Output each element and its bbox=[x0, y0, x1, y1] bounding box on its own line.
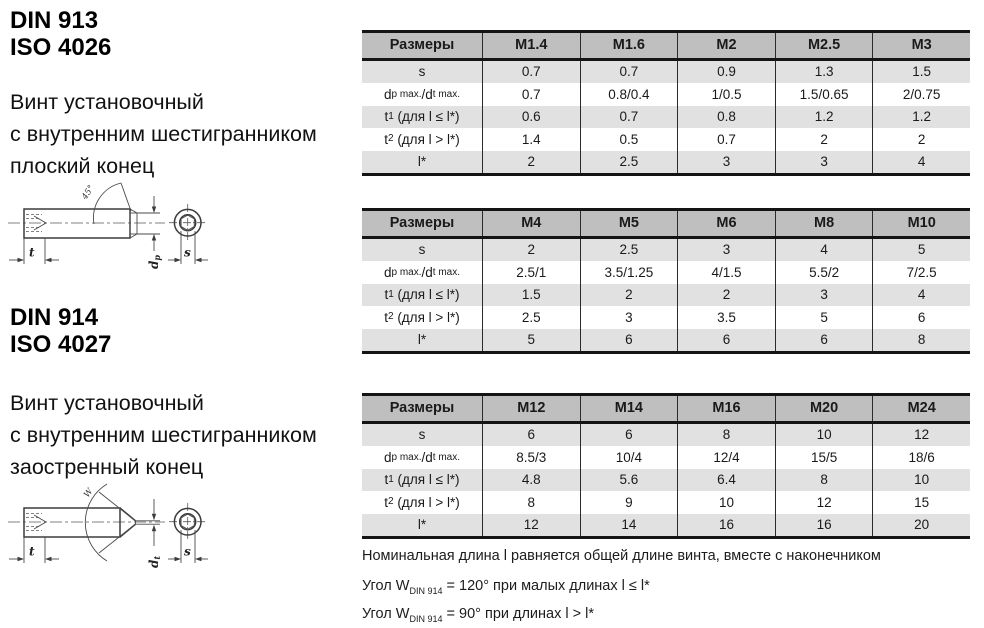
subscript-text: 1 bbox=[388, 473, 394, 485]
value-cell: 6 bbox=[580, 424, 678, 446]
text-segment: d bbox=[383, 449, 392, 465]
desc-line: с внутренним шестигранником bbox=[10, 423, 317, 447]
table-header-row bbox=[362, 33, 970, 61]
text-segment: /d bbox=[421, 86, 433, 102]
subscript-text: 1 bbox=[388, 288, 394, 300]
subscript-text: 2 bbox=[388, 311, 394, 323]
value-cell: 8 bbox=[775, 469, 873, 491]
desc-line: Винт установочный bbox=[10, 391, 204, 415]
text-segment: (для l > l*) bbox=[393, 494, 460, 510]
value-cell: 0.7 bbox=[580, 61, 678, 83]
row-label bbox=[362, 424, 482, 446]
leader-line bbox=[121, 183, 131, 211]
value-cell: 8 bbox=[872, 329, 970, 351]
text-segment: l* bbox=[417, 517, 427, 532]
dimension-dp-label bbox=[147, 255, 162, 269]
value-cell: 10 bbox=[677, 491, 775, 513]
size-column-header: M4 bbox=[482, 211, 580, 236]
table-row bbox=[362, 329, 970, 351]
value-cell: 4 bbox=[872, 284, 970, 306]
row-label bbox=[362, 329, 482, 351]
iso4026-line: ISO 4026 bbox=[10, 34, 112, 61]
footnotes bbox=[362, 548, 962, 627]
arrowhead bbox=[18, 557, 25, 561]
value-cell: 0.7 bbox=[677, 128, 775, 150]
arrowhead bbox=[152, 525, 156, 532]
dimensions-header: Размеры bbox=[389, 400, 455, 417]
value-cell: 3 bbox=[580, 306, 678, 328]
table-row bbox=[362, 446, 970, 468]
value-cell: 16 bbox=[677, 514, 775, 536]
subscript-text: DIN 914 bbox=[409, 585, 443, 596]
dimension-s-label: s bbox=[184, 245, 191, 260]
size-column-header: M16 bbox=[677, 396, 775, 421]
value-cell: 2 bbox=[580, 284, 678, 306]
value-cell: 10/4 bbox=[580, 446, 678, 468]
arrowhead bbox=[175, 557, 182, 561]
value-cell: 3 bbox=[775, 284, 873, 306]
din914-line: DIN 914 bbox=[10, 304, 99, 331]
row-label bbox=[362, 446, 482, 468]
size-column-header: M1.6 bbox=[580, 33, 678, 58]
value-cell: 0.6 bbox=[482, 106, 580, 128]
value-cell: 6.4 bbox=[677, 469, 775, 491]
value-cell: 1.2 bbox=[872, 106, 970, 128]
note-nominal-length: Номинальная длина l равняется общей длине винта, вместе с наконечником bbox=[362, 548, 881, 564]
value-cell: 6 bbox=[872, 306, 970, 328]
size-column-header: M12 bbox=[482, 396, 580, 421]
table-row bbox=[362, 261, 970, 283]
table-row bbox=[362, 491, 970, 513]
arrowhead bbox=[152, 514, 156, 521]
row-label bbox=[362, 239, 482, 261]
table-row bbox=[362, 151, 970, 173]
value-cell: 4/1.5 bbox=[677, 261, 775, 283]
value-cell: 12 bbox=[872, 424, 970, 446]
angle-construction-line bbox=[99, 524, 136, 553]
value-cell: 2 bbox=[482, 151, 580, 173]
table-row bbox=[362, 424, 970, 446]
text-segment: s bbox=[418, 427, 426, 443]
subscript-text: t max. bbox=[432, 266, 461, 278]
dimension-t-label: t bbox=[29, 245, 35, 260]
screw-body bbox=[24, 508, 120, 537]
text-segment: Угол W bbox=[362, 605, 410, 622]
arrowhead bbox=[45, 258, 52, 262]
subscript-text: t max. bbox=[432, 451, 461, 463]
value-cell: 0.7 bbox=[482, 61, 580, 83]
text-segment: = 120° при малых длинах l ≤ l* bbox=[442, 578, 650, 594]
size-column-header: M6 bbox=[677, 211, 775, 236]
dp-sub: p bbox=[152, 255, 162, 261]
dp-main: d bbox=[147, 260, 161, 269]
value-cell: 3 bbox=[677, 151, 775, 173]
dimension-s-label: s bbox=[184, 544, 191, 559]
din913-line: DIN 913 bbox=[10, 7, 99, 34]
desc-line: с внутренним шестигранником bbox=[10, 122, 317, 146]
value-cell: 6 bbox=[677, 329, 775, 351]
table-row bbox=[362, 239, 970, 261]
value-cell: 8.5/3 bbox=[482, 446, 580, 468]
desc-line: заостренный конец bbox=[10, 455, 204, 479]
table-row bbox=[362, 61, 970, 83]
text-segment: Угол W bbox=[362, 578, 410, 594]
table-row bbox=[362, 83, 970, 105]
dimension-t-label: t bbox=[29, 544, 35, 559]
subscript-text: t max. bbox=[432, 88, 461, 100]
table-row bbox=[362, 469, 970, 491]
text-segment: /d bbox=[421, 449, 433, 465]
dimensions-table-m4-m10 bbox=[362, 208, 970, 354]
value-cell: 1/0.5 bbox=[677, 83, 775, 105]
note-angle-90 bbox=[362, 606, 962, 627]
value-cell: 18/6 bbox=[872, 446, 970, 468]
description-din913 bbox=[10, 86, 317, 182]
value-cell: 7/2.5 bbox=[872, 261, 970, 283]
description-din914 bbox=[10, 387, 317, 483]
text-segment: d bbox=[383, 264, 392, 280]
angle-arc bbox=[93, 183, 121, 224]
flat-point-screw-drawing bbox=[2, 176, 237, 311]
arrowhead bbox=[18, 258, 25, 262]
text-segment: (для l > l*) bbox=[393, 309, 460, 325]
text-segment: (для l > l*) bbox=[393, 131, 460, 147]
value-cell: 1.5 bbox=[872, 61, 970, 83]
value-cell: 4.8 bbox=[482, 469, 580, 491]
value-cell: 14 bbox=[580, 514, 678, 536]
value-cell: 15/5 bbox=[775, 446, 873, 468]
table-row bbox=[362, 128, 970, 150]
dimension-dt-label bbox=[147, 556, 162, 568]
value-cell: 6 bbox=[580, 329, 678, 351]
value-cell: 0.5 bbox=[580, 128, 678, 150]
row-label bbox=[362, 469, 482, 491]
table-row bbox=[362, 284, 970, 306]
row-label bbox=[362, 61, 482, 83]
standard-title-din914 bbox=[10, 304, 111, 358]
text-segment: = 90° при длинах l > l* bbox=[442, 605, 594, 622]
desc-line: Винт установочный bbox=[10, 90, 204, 114]
value-cell: 4 bbox=[872, 151, 970, 173]
arrowhead bbox=[152, 234, 156, 241]
table-row bbox=[362, 514, 970, 536]
arrowhead bbox=[195, 258, 202, 262]
value-cell: 0.7 bbox=[482, 83, 580, 105]
value-cell: 1.3 bbox=[775, 61, 873, 83]
row-label bbox=[362, 261, 482, 283]
value-cell: 0.8/0.4 bbox=[580, 83, 678, 105]
chamfer-line bbox=[130, 234, 137, 238]
dimensions-table-m12-m24 bbox=[362, 393, 970, 539]
standard-title-din913 bbox=[10, 7, 111, 61]
value-cell: 12 bbox=[482, 514, 580, 536]
size-column-header: M14 bbox=[580, 396, 678, 421]
row-label bbox=[362, 151, 482, 173]
text-segment: t bbox=[384, 309, 388, 325]
value-cell: 2 bbox=[775, 128, 873, 150]
value-cell: 2.5 bbox=[580, 151, 678, 173]
value-cell: 3.5/1.25 bbox=[580, 261, 678, 283]
text-segment: l* bbox=[417, 332, 427, 347]
angle-w-label: W bbox=[82, 486, 96, 500]
text-segment: s bbox=[418, 242, 426, 258]
desc-line: плоский конец bbox=[10, 154, 155, 178]
size-column-header: M2.5 bbox=[775, 33, 873, 58]
chamfer-angle-label: 45° bbox=[80, 183, 97, 202]
note-angle-120 bbox=[362, 578, 962, 599]
row-label bbox=[362, 306, 482, 328]
table-row bbox=[362, 306, 970, 328]
value-cell: 0.8 bbox=[677, 106, 775, 128]
value-cell: 2/0.75 bbox=[872, 83, 970, 105]
text-segment: /d bbox=[421, 264, 433, 280]
text-segment: d bbox=[383, 86, 392, 102]
subscript-text: p max. bbox=[391, 451, 422, 463]
row-label bbox=[362, 514, 482, 536]
dimensions-header: Размеры bbox=[389, 37, 455, 54]
subscript-text: 1 bbox=[388, 110, 394, 122]
value-cell: 1.2 bbox=[775, 106, 873, 128]
value-cell: 5 bbox=[482, 329, 580, 351]
size-column-header: M1.4 bbox=[482, 33, 580, 58]
arrowhead bbox=[152, 207, 156, 214]
value-cell: 5.6 bbox=[580, 469, 678, 491]
value-cell: 3.5 bbox=[677, 306, 775, 328]
value-cell: 0.9 bbox=[677, 61, 775, 83]
arrowhead bbox=[175, 258, 182, 262]
row-label bbox=[362, 83, 482, 105]
cone-point-screw-drawing bbox=[2, 475, 237, 585]
dimensions-header: Размеры bbox=[389, 215, 455, 232]
row-label bbox=[362, 106, 482, 128]
row-label bbox=[362, 284, 482, 306]
value-cell: 0.7 bbox=[580, 106, 678, 128]
subscript-text: p max. bbox=[391, 88, 422, 100]
row-label bbox=[362, 491, 482, 513]
value-cell: 16 bbox=[775, 514, 873, 536]
value-cell: 2.5/1 bbox=[482, 261, 580, 283]
value-cell: 8 bbox=[482, 491, 580, 513]
value-cell: 3 bbox=[775, 151, 873, 173]
table-row bbox=[362, 106, 970, 128]
text-segment: t bbox=[384, 472, 389, 488]
value-cell: 2 bbox=[482, 239, 580, 261]
dt-main: d bbox=[147, 559, 161, 568]
text-segment: (для l ≤ l*) bbox=[393, 287, 460, 303]
screw-body bbox=[24, 209, 130, 238]
value-cell: 15 bbox=[872, 491, 970, 513]
table-header-row bbox=[362, 396, 970, 424]
iso4027-line: ISO 4027 bbox=[10, 331, 112, 358]
arrowhead bbox=[45, 557, 52, 561]
size-column-header: M24 bbox=[872, 396, 970, 421]
text-segment: (для l ≤ l*) bbox=[393, 109, 460, 125]
table-header-row bbox=[362, 211, 970, 239]
value-cell: 2.5 bbox=[482, 306, 580, 328]
flat-tip bbox=[130, 213, 137, 234]
value-cell: 5 bbox=[775, 306, 873, 328]
value-cell: 5 bbox=[872, 239, 970, 261]
dimensions-table-m1.4-m3 bbox=[362, 30, 970, 176]
value-cell: 12 bbox=[775, 491, 873, 513]
text-segment: s bbox=[418, 64, 426, 80]
value-cell: 1.4 bbox=[482, 128, 580, 150]
text-segment: l* bbox=[417, 154, 427, 169]
value-cell: 2 bbox=[677, 284, 775, 306]
size-column-header: M10 bbox=[872, 211, 970, 236]
size-column-header: M5 bbox=[580, 211, 678, 236]
value-cell: 2 bbox=[872, 128, 970, 150]
value-cell: 4 bbox=[775, 239, 873, 261]
subscript-text: DIN 914 bbox=[409, 613, 443, 624]
value-cell: 3 bbox=[677, 239, 775, 261]
size-column-header: M2 bbox=[677, 33, 775, 58]
value-cell: 5.5/2 bbox=[775, 261, 873, 283]
text-segment: t bbox=[384, 287, 389, 303]
size-column-header: M8 bbox=[775, 211, 873, 236]
dt-sub: t bbox=[152, 555, 162, 560]
text-segment: (для l ≤ l*) bbox=[393, 472, 460, 488]
angle-construction-line bbox=[99, 492, 136, 521]
value-cell: 6 bbox=[775, 329, 873, 351]
value-cell: 1.5/0.65 bbox=[775, 83, 873, 105]
subscript-text: 2 bbox=[388, 133, 394, 145]
value-cell: 10 bbox=[872, 469, 970, 491]
arrowhead bbox=[195, 557, 202, 561]
text-segment: t bbox=[384, 494, 388, 510]
size-column-header: M20 bbox=[775, 396, 873, 421]
subscript-text: p max. bbox=[391, 266, 422, 278]
subscript-text: 2 bbox=[388, 496, 394, 508]
size-column-header: M3 bbox=[872, 33, 970, 58]
value-cell: 9 bbox=[580, 491, 678, 513]
value-cell: 12/4 bbox=[677, 446, 775, 468]
value-cell: 20 bbox=[872, 514, 970, 536]
text-segment: t bbox=[384, 109, 389, 125]
text-segment: t bbox=[384, 131, 388, 147]
chamfer-line bbox=[130, 209, 137, 213]
row-label bbox=[362, 128, 482, 150]
value-cell: 6 bbox=[482, 424, 580, 446]
value-cell: 2.5 bbox=[580, 239, 678, 261]
value-cell: 10 bbox=[775, 424, 873, 446]
value-cell: 1.5 bbox=[482, 284, 580, 306]
value-cell: 8 bbox=[677, 424, 775, 446]
